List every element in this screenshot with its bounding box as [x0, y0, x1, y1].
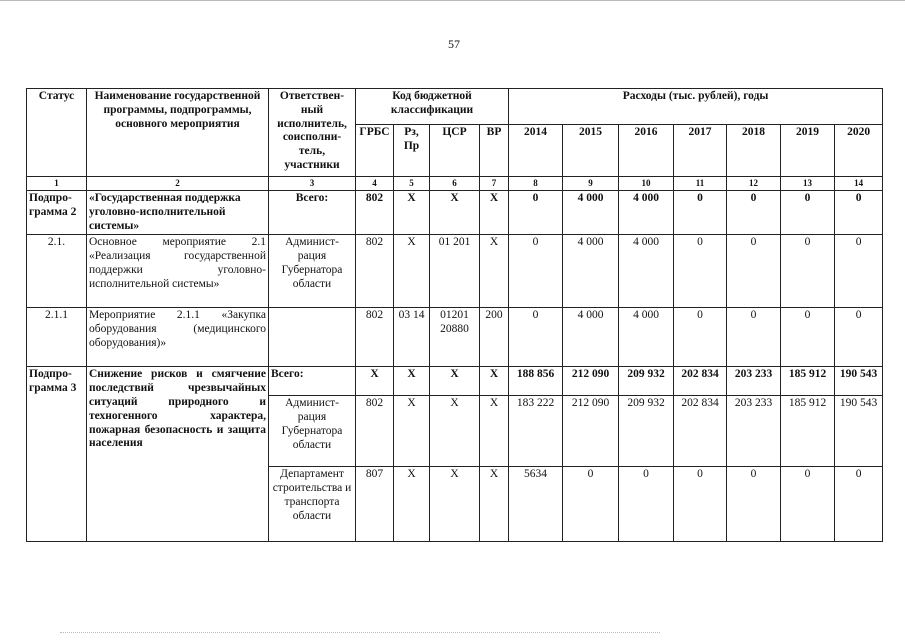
row-responsible: Департамент строительства и транспорта области — [269, 467, 356, 542]
row-rzpr: Х — [394, 467, 430, 542]
row-value: 4 000 — [619, 235, 674, 308]
row-csr: Х — [430, 191, 480, 235]
row-status: Подпро-грамма 2 — [27, 191, 87, 235]
row-rzpr: Х — [394, 396, 430, 467]
row-value: 0 — [781, 308, 835, 367]
row-value: 190 543 — [835, 367, 883, 396]
row-responsible: Всего: — [269, 191, 356, 235]
column-number: 1 — [27, 177, 87, 191]
row-value: 0 — [509, 235, 563, 308]
table-row — [27, 308, 883, 367]
row-grbs: 802 — [356, 396, 394, 467]
row-value: 0 — [835, 235, 883, 308]
table-row — [27, 367, 883, 396]
row-value: 5634 — [509, 467, 563, 542]
row-name: Мероприятие 2.1.1 «Закупка оборудования (медицинского оборудования)» — [87, 308, 269, 367]
row-value: 4 000 — [563, 191, 619, 235]
row-value: 0 — [727, 235, 781, 308]
column-number: 7 — [480, 177, 509, 191]
column-number: 6 — [430, 177, 480, 191]
budget-table — [26, 88, 883, 542]
row-grbs: 807 — [356, 467, 394, 542]
row-grbs: 802 — [356, 235, 394, 308]
header-year: 2014 — [509, 125, 563, 177]
column-number: 12 — [727, 177, 781, 191]
row-value: 202 834 — [674, 367, 727, 396]
header-year: 2015 — [563, 125, 619, 177]
row-value: 212 090 — [563, 396, 619, 467]
column-number: 13 — [781, 177, 835, 191]
row-value: 0 — [727, 467, 781, 542]
header-csr: ЦСР — [430, 125, 480, 177]
row-value: 0 — [781, 191, 835, 235]
header-rzpr: Рз, Пр — [394, 125, 430, 177]
row-responsible: Админист-рация Губернатора области — [269, 396, 356, 467]
row-value: 0 — [674, 235, 727, 308]
row-vr: Х — [480, 367, 509, 396]
row-responsible: Админист-рация Губернатора области — [269, 235, 356, 308]
row-vr: Х — [480, 467, 509, 542]
row-value: 0 — [619, 467, 674, 542]
table-row — [27, 191, 883, 235]
row-status: Подпро-грамма 3 — [27, 367, 87, 542]
row-value: 0 — [727, 308, 781, 367]
row-value: 185 912 — [781, 396, 835, 467]
row-value: 0 — [835, 467, 883, 542]
column-number: 3 — [269, 177, 356, 191]
column-number: 10 — [619, 177, 674, 191]
header-year: 2020 — [835, 125, 883, 177]
row-value: 4 000 — [619, 191, 674, 235]
header-status: Статус — [27, 89, 87, 177]
page-number: 57 — [448, 37, 460, 51]
header-vr: ВР — [480, 125, 509, 177]
row-status: 2.1. — [27, 235, 87, 308]
row-vr: Х — [480, 396, 509, 467]
row-rzpr: Х — [394, 367, 430, 396]
header-expenses: Расходы (тыс. рублей), годы — [509, 89, 883, 125]
row-csr: Х — [430, 367, 480, 396]
header-year: 2019 — [781, 125, 835, 177]
row-value: 0 — [674, 308, 727, 367]
row-value: 185 912 — [781, 367, 835, 396]
row-vr: 200 — [480, 308, 509, 367]
column-number: 11 — [674, 177, 727, 191]
row-value: 4 000 — [619, 308, 674, 367]
row-status: 2.1.1 — [27, 308, 87, 367]
row-value: 209 932 — [619, 367, 674, 396]
column-number: 4 — [356, 177, 394, 191]
row-value: 190 543 — [835, 396, 883, 467]
row-value: 202 834 — [674, 396, 727, 467]
row-vr: Х — [480, 235, 509, 308]
row-csr: Х — [430, 396, 480, 467]
row-value: 0 — [835, 308, 883, 367]
scan-edge-top — [0, 0, 905, 4]
row-value: 0 — [563, 467, 619, 542]
row-value: 188 856 — [509, 367, 563, 396]
row-rzpr: Х — [394, 191, 430, 235]
row-value: 0 — [727, 191, 781, 235]
row-value: 4 000 — [563, 235, 619, 308]
row-value: 203 233 — [727, 367, 781, 396]
row-value: 183 222 — [509, 396, 563, 467]
row-csr: Х — [430, 467, 480, 542]
row-value: 203 233 — [727, 396, 781, 467]
column-number: 9 — [563, 177, 619, 191]
row-value: 0 — [509, 191, 563, 235]
row-grbs: 802 — [356, 191, 394, 235]
row-grbs: Х — [356, 367, 394, 396]
row-name: Основное мероприятие 2.1 «Реализация государственной поддержки уголовно-исполнительной системы» — [87, 235, 269, 308]
header-year: 2018 — [727, 125, 781, 177]
row-value: 212 090 — [563, 367, 619, 396]
column-number: 14 — [835, 177, 883, 191]
row-responsible — [269, 308, 356, 367]
row-vr: Х — [480, 191, 509, 235]
header-year: 2016 — [619, 125, 674, 177]
header-responsible: Ответствен-ный исполнитель, соисполни-тель, участники — [269, 89, 356, 177]
row-value: 0 — [674, 191, 727, 235]
row-name: Снижение рисков и смягчение последствий чрезвычайных ситуаций природного и техногенного характера, пожарная безопасность и защита населения — [87, 367, 269, 542]
row-value: 0 — [509, 308, 563, 367]
header-budget-code: Код бюджетной классификации — [356, 89, 509, 125]
scan-edge-bottom — [60, 632, 660, 634]
row-responsible: Всего: — [269, 367, 356, 396]
row-value: 4 000 — [563, 308, 619, 367]
header-year: 2017 — [674, 125, 727, 177]
row-value: 0 — [781, 467, 835, 542]
row-rzpr: Х — [394, 235, 430, 308]
column-number: 8 — [509, 177, 563, 191]
column-number-row — [27, 177, 883, 191]
table-row — [27, 235, 883, 308]
header-name: Наименование государственной программы, подпрограммы, основного мероприятия — [87, 89, 269, 177]
row-grbs: 802 — [356, 308, 394, 367]
row-value: 0 — [781, 235, 835, 308]
row-value: 0 — [835, 191, 883, 235]
row-value: 209 932 — [619, 396, 674, 467]
column-number: 2 — [87, 177, 269, 191]
header-grbs: ГРБС — [356, 125, 394, 177]
row-name: «Государственная поддержка уголовно-исполнительной системы» — [87, 191, 269, 235]
row-csr: 01201 20880 — [430, 308, 480, 367]
column-number: 5 — [394, 177, 430, 191]
row-value: 0 — [674, 467, 727, 542]
row-rzpr: 03 14 — [394, 308, 430, 367]
row-csr: 01 201 — [430, 235, 480, 308]
